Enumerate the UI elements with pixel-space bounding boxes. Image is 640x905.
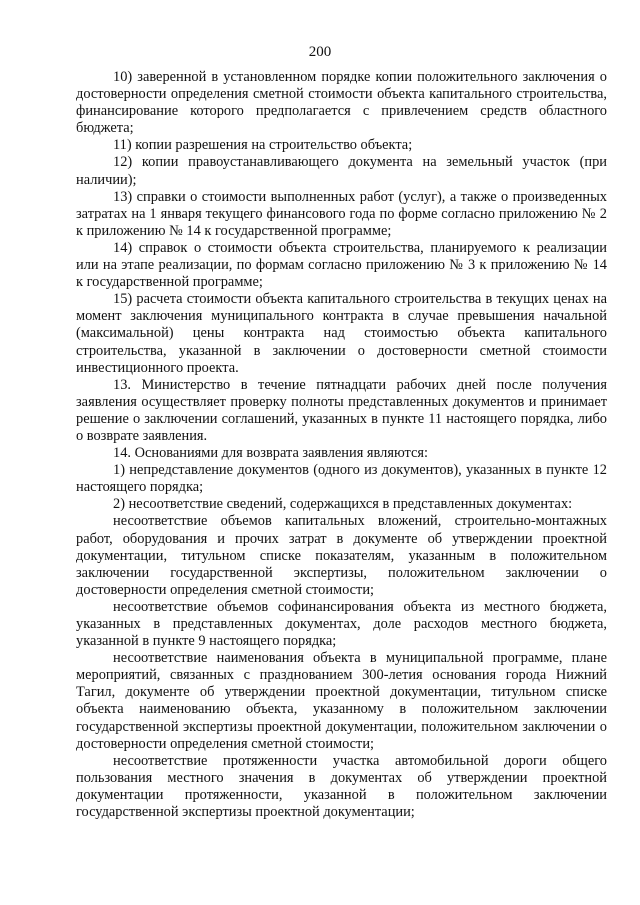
paragraph: 14. Основаниями для возврата заявления являются: <box>113 445 428 462</box>
paragraph: 1) непредставление документов (одного из документов), указанных в пункте 12 настоящего порядка; <box>76 462 607 496</box>
paragraph: 13) справки о стоимости выполненных работ (услуг), а также о произведенных затратах на 1 января текущего финансового года по форме согласно приложению № 2 к приложению № 14 к государственной программе; <box>76 188 607 239</box>
paragraph: 13. Министерство в течение пятнадцати рабочих дней после получения заявления осуществляет проверку полноты представленных документов и принимает решение о заключении соглашений, указанных в пункте 11 настоящего порядка, либо о возврате заявления. <box>76 376 607 444</box>
paragraph: 12) копии правоустанавливающего документа на земельный участок (при наличии); <box>76 154 607 188</box>
paragraph: 2) несоответствие сведений, содержащихся в представленных документах: <box>113 496 573 513</box>
paragraph: 15) расчета стоимости объекта капитального строительства в текущих ценах на момент заключения муниципального контракта в случае превышения начальной (максимальной) цены контракта над стоимостью объекта капитального строительства, указанной в заключении о достоверности сметной стоимости инвестиционного проекта. <box>76 291 607 376</box>
paragraph: 14) справок о стоимости объекта строительства, планируемого к реализации или на этапе реализации, по формам согласно приложению № 3 к приложению № 14 к государственной программе; <box>76 239 607 291</box>
paragraph: несоответствие объемов капитальных вложений, строительно-монтажных работ, оборудования и прочих затрат в документе об утверждении проектной документации, титульном списке показателям, указанным в положительном заключении государственной экспертизы, положительном заключении о достоверности определения сметной стоимости; <box>76 513 607 598</box>
page-number: 200 <box>308 44 332 60</box>
paragraph: несоответствие наименования объекта в муниципальной программе, плане мероприятий, связанных с празднованием 300-летия основания города Нижний Тагил, документе об утверждении проектной документации, титульном списке объекта наименованию объекта, указанному в положительном заключении государственной экспертизы проектной документации, положительном заключении о достоверности определения сметной стоимости; <box>76 650 607 752</box>
paragraph: 11) копии разрешения на строительство объекта; <box>113 137 413 154</box>
paragraph: несоответствие протяженности участка автомобильной дороги общего пользования местного значения в документах об утверждении проектной документации протяженности, указанной в положительном заключении государственной экспертизы проектной документации; <box>76 752 607 821</box>
paragraph: 10) заверенной в установленном порядке копии положительного заключения о достоверности определения сметной стоимости объекта капитального строительства, финансирование которого предполагается с привлечением средств областного бюджета; <box>76 69 607 137</box>
document-body <box>76 69 607 821</box>
paragraph: несоответствие объемов софинансирования объекта из местного бюджета, указанных в представленных документах, доле расходов местного бюджета, указанной в пункте 9 настоящего порядка; <box>76 598 607 650</box>
